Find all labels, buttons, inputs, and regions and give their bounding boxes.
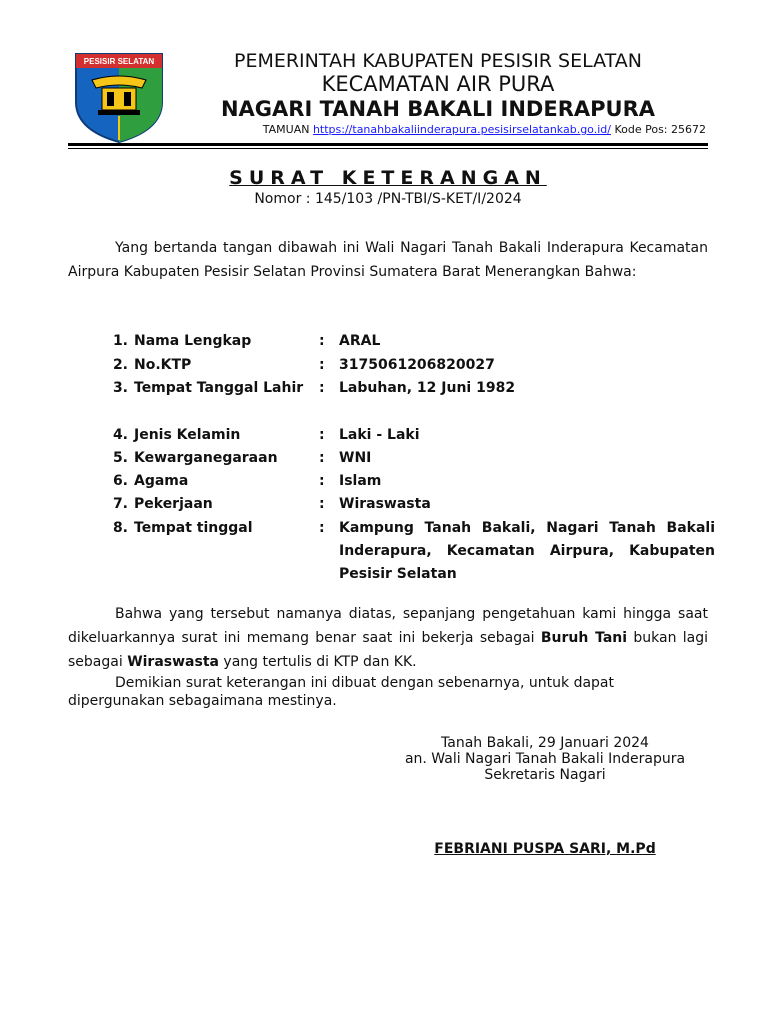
field-number: 4. [112, 427, 128, 443]
field-separator: : [319, 333, 325, 349]
header-district: KECAMATAN AIR PURA [321, 72, 555, 96]
field-label: Kewarganegaraan [134, 450, 278, 466]
field-label: Jenis Kelamin [134, 427, 241, 443]
signatory-name [380, 841, 710, 857]
field-value: Kampung Tanah Bakali, Nagari Tanah Bakali Inderapura, Kecamatan Airpura, Kabupaten Pesisir Selatan [339, 520, 715, 582]
header-rule-thin [68, 148, 708, 149]
logo-text: PESISIR SELATAN [83, 57, 155, 66]
field-separator: : [319, 357, 325, 373]
field-value: Wiraswasta [339, 496, 431, 512]
website-link[interactable]: https://tanahbakaliinderapura.pesisirselatankab.go.id/ [312, 123, 611, 136]
signature-position: Sekretaris Nagari [484, 767, 606, 783]
address-prefix: TAMUAN [262, 123, 310, 136]
field-separator: : [319, 520, 325, 536]
field-number: 5. [112, 450, 128, 466]
statement-current-job: Buruh Tani [540, 630, 628, 646]
letter-title-text: SURAT KETERANGAN [229, 167, 547, 189]
closing-paragraph: Demikian surat keterangan ini dibuat dengan sebenarnya, untuk dapat dipergunakan sebagaimana mestinya. [68, 675, 614, 709]
field-number: 1. [112, 333, 128, 349]
field-label: Pekerjaan [134, 496, 213, 512]
field-label: Tempat tinggal [134, 520, 253, 536]
field-value: WNI [339, 450, 372, 466]
header-rule-thick [68, 143, 708, 146]
field-value: Laki - Laki [339, 427, 420, 443]
field-number: 6. [112, 473, 128, 489]
field-label: No.KTP [134, 357, 192, 373]
statement-previous-job: Wiraswasta [127, 654, 219, 670]
regency-logo [72, 50, 166, 144]
statement-text-a: Bahwa yang tersebut namanya diatas, sepanjang pengetahuan kami hingga saat dikeluarkannya surat ini memang benar saat ini bekerja sebagai [68, 606, 708, 646]
field-label: Tempat Tanggal Lahir [134, 380, 304, 396]
signature-on-behalf: an. Wali Nagari Tanah Bakali Inderapura [404, 751, 686, 767]
field-value: Labuhan, 12 Juni 1982 [339, 380, 516, 396]
field-value: 3175061206820027 [339, 357, 495, 373]
header-government: PEMERINTAH KABUPATEN PESISIR SELATAN [233, 50, 642, 72]
field-value: ARAL [339, 333, 381, 349]
statement-text-c: yang tertulis di KTP dan KK. [218, 654, 417, 670]
postal-code: Kode Pos: 25672 [614, 123, 706, 136]
field-number: 3. [112, 380, 128, 396]
field-separator: : [319, 496, 325, 512]
field-separator: : [319, 473, 325, 489]
field-separator: : [319, 380, 325, 396]
field-number: 7. [112, 496, 128, 512]
letter-number: Nomor : 145/103 /PN-TBI/S-KET/I/2024 [254, 191, 522, 207]
signature-place-date: Tanah Bakali, 29 Januari 2024 [441, 735, 649, 751]
header-village: NAGARI TANAH BAKALI INDERAPURA [220, 97, 656, 121]
letter-title [68, 167, 708, 189]
field-separator: : [319, 450, 325, 466]
statement-text-b: bukan lagi sebagai [68, 630, 709, 670]
field-label: Agama [134, 473, 189, 489]
statement-paragraph [68, 602, 708, 674]
field-label: Nama Lengkap [134, 333, 252, 349]
field-separator: : [319, 427, 325, 443]
field-value: Islam [339, 473, 382, 489]
header-address [176, 123, 706, 136]
field-number: 2. [112, 357, 128, 373]
intro-paragraph: Yang bertanda tangan dibawah ini Wali Nagari Tanah Bakali Inderapura Kecamatan Airpura Kabupaten Pesisir Selatan Provinsi Sumatera Barat Menerangkan Bahwa: [68, 240, 708, 280]
signatory-name-text: FEBRIANI PUSPA SARI, M.Pd [434, 841, 656, 857]
field-number: 8. [112, 520, 128, 536]
